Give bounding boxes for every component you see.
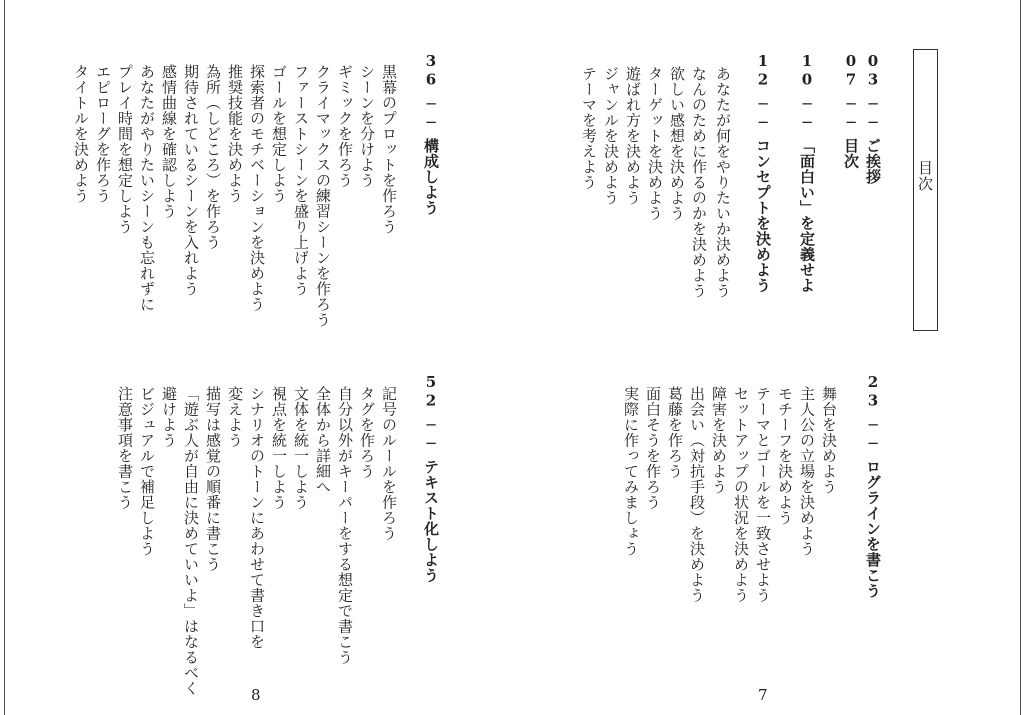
toc-item[interactable]: 感情曲線を確認しよう	[160, 64, 178, 219]
toc-item[interactable]: 自分以外がキーパーをする想定で書こう	[336, 386, 354, 665]
toc-entry-dash: ──	[864, 95, 882, 132]
toc-item[interactable]: 推奨技能を決めよう	[226, 64, 244, 204]
toc-item[interactable]: ファーストシーンを盛り上げよう	[292, 64, 310, 297]
toc-item[interactable]: タイトルを決めよう	[72, 64, 90, 204]
toc-item[interactable]: 実際に作ってみましょう	[622, 386, 640, 557]
toc-item[interactable]: シーンを分けよう	[358, 64, 376, 188]
toc-item[interactable]: セットアップの状況を決めよう	[732, 386, 750, 603]
toc-entry-23[interactable]	[862, 373, 884, 599]
toc-item[interactable]: 記号のルールを作ろう	[380, 386, 398, 541]
page-border-left	[4, 0, 5, 715]
toc-item[interactable]: あなたが何をやりたいか決めよう	[714, 66, 732, 299]
toc-entry-36[interactable]	[420, 52, 442, 216]
page-number-right: 7	[758, 686, 768, 704]
toc-entry-title: 目次	[842, 138, 860, 169]
toc-item[interactable]: 黒幕のプロットを作ろう	[380, 64, 398, 235]
toc-item[interactable]: 描写は感覚の順番に書こう	[204, 386, 222, 572]
toc-item[interactable]: 障害を決めよう	[710, 386, 728, 495]
toc-item[interactable]: シナリオのトーンにあわせて書き口を	[248, 386, 266, 650]
toc-item[interactable]: テーマとゴールを一致させよう	[754, 386, 772, 603]
toc-item[interactable]: 為所（しどころ）を作ろう	[204, 64, 222, 250]
toc-item[interactable]: テーマを考えよう	[580, 66, 598, 190]
toc-item[interactable]: あなたがやりたいシーンも忘れずに	[138, 64, 156, 312]
toc-label: 目次	[916, 160, 934, 192]
toc-item[interactable]: 探索者のモチベーションを決めよう	[248, 64, 266, 312]
page-number-left: 8	[251, 686, 261, 704]
toc-entry-dash: ──	[754, 95, 772, 132]
toc-item[interactable]: ジャンルを決めよう	[602, 66, 620, 206]
toc-item[interactable]: エピローグを作ろう	[94, 64, 112, 204]
toc-entry-10[interactable]	[796, 52, 818, 293]
toc-item[interactable]: ギミックを作ろう	[336, 64, 354, 188]
toc-item[interactable]: タグを作ろう	[358, 386, 376, 479]
toc-item[interactable]: 出会い（対抗手段）を決めよう	[688, 386, 706, 603]
toc-item[interactable]: 変えよう	[226, 386, 244, 448]
toc-entry-number: 12	[754, 52, 772, 89]
toc-item[interactable]: 期待されているシーンを入れよう	[182, 64, 200, 297]
page-border-right	[1020, 0, 1021, 715]
toc-item[interactable]: ビジュアルで補足しよう	[138, 386, 156, 557]
toc-item[interactable]: 視点を統一しよう	[270, 386, 288, 510]
toc-entry-03[interactable]	[862, 52, 884, 185]
toc-entry-title: 「面白い」を定義せよ	[798, 138, 816, 293]
toc-item[interactable]: 面白そうを作ろう	[644, 386, 662, 510]
toc-entry-number: 52	[422, 373, 440, 410]
toc-entry-07[interactable]	[840, 52, 862, 169]
toc-item[interactable]: 欲しい感想を決めよう	[668, 66, 686, 221]
toc-entry-52[interactable]	[420, 373, 442, 583]
toc-item[interactable]: 文体を統一しよう	[292, 386, 310, 510]
toc-item[interactable]: 全体から詳細へ	[314, 386, 332, 495]
toc-item[interactable]: 主人公の立場を決めよう	[798, 386, 816, 557]
toc-entry-dash: ──	[422, 416, 440, 453]
toc-entry-number: 36	[422, 52, 440, 89]
toc-entry-title: テキスト化しよう	[422, 459, 440, 583]
toc-entry-dash: ──	[798, 95, 816, 132]
toc-entry-dash: ──	[842, 95, 860, 132]
toc-entry-title: 構成しよう	[422, 138, 440, 216]
toc-item[interactable]: 注意事項を書こう	[116, 386, 134, 510]
toc-entry-number: 10	[798, 52, 816, 89]
toc-item[interactable]: 「遊ぶ人が自由に決めていいよ」はなるべく	[182, 386, 200, 696]
toc-item[interactable]: クライマックスの練習シーンを作ろう	[314, 64, 332, 328]
toc-item[interactable]: プレイ時間を想定しよう	[116, 64, 134, 235]
toc-entry-dash: ──	[422, 95, 440, 132]
toc-item[interactable]: 遊ばれ方を決めよう	[624, 66, 642, 206]
toc-entry-dash: ──	[864, 416, 882, 453]
toc-item[interactable]: 舞台を決めよう	[820, 386, 838, 495]
toc-item[interactable]: 避けよう	[160, 386, 178, 448]
toc-entry-title: コンセプトを決めよう	[754, 138, 772, 293]
toc-entry-number: 03	[864, 52, 882, 89]
toc-entry-title: ログラインを書こう	[864, 459, 882, 599]
toc-item[interactable]: ターゲットを決めよう	[646, 66, 664, 221]
toc-item[interactable]: 葛藤を作ろう	[666, 386, 684, 479]
toc-entry-number: 23	[864, 373, 882, 410]
toc-entry-12[interactable]	[752, 52, 774, 293]
toc-item[interactable]: モチーフを決めよう	[776, 386, 794, 526]
toc-entry-title: ご挨拶	[864, 138, 882, 185]
toc-item[interactable]: ゴールを想定しよう	[270, 64, 288, 204]
toc-entry-number: 07	[842, 52, 860, 89]
toc-item[interactable]: なんのために作るのかを決めよう	[690, 66, 708, 299]
